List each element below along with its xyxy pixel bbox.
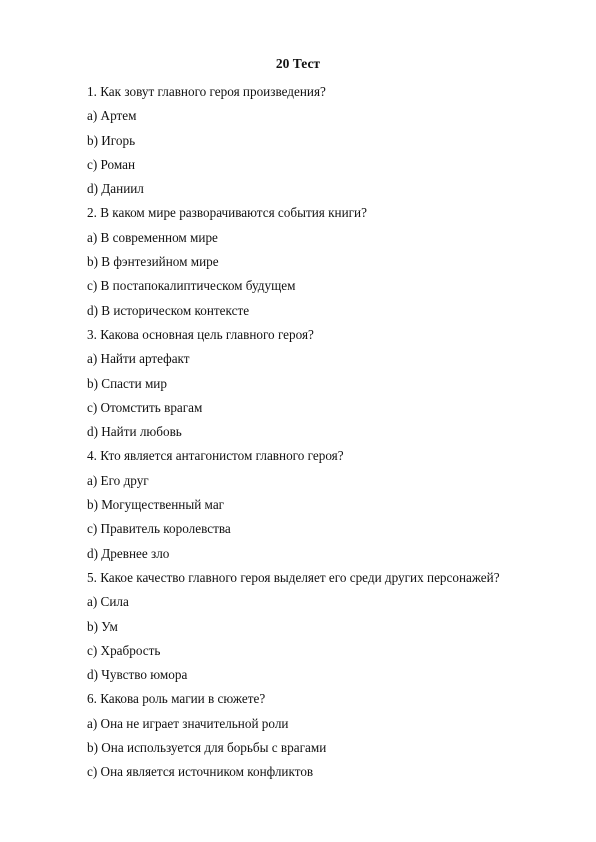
question-text: 6. Какова роль магии в сюжете? bbox=[87, 691, 266, 707]
question-text: 3. Какова основная цель главного героя? bbox=[87, 326, 314, 342]
question-text: 1. Как зовут главного героя произведения? bbox=[87, 84, 326, 99]
answer-option: c) В постапокалиптическом будущем bbox=[87, 278, 296, 294]
answer-option: a) Найти артефакт bbox=[87, 351, 190, 367]
answer-option: d) Чувство юмора bbox=[87, 667, 188, 683]
answer-option: a) Артем bbox=[87, 108, 137, 124]
answer-option: b) Спасти мир bbox=[87, 375, 167, 391]
question-text: 4. Кто является антагонистом главного героя? bbox=[87, 448, 344, 464]
answer-option: a) Она не играет значительной роли bbox=[87, 715, 289, 731]
answer-option: c) Правитель королевства bbox=[87, 521, 231, 537]
answer-option: b) Она используется для борьбы с врагами bbox=[87, 740, 327, 756]
answer-option: d) Найти любовь bbox=[87, 424, 182, 440]
answer-option: a) Сила bbox=[87, 594, 129, 610]
answer-option: a) В современном мире bbox=[87, 229, 218, 245]
answer-option: d) В историческом контексте bbox=[87, 302, 250, 318]
answer-option: d) Древнее зло bbox=[87, 545, 170, 561]
answer-option: c) Она является источником конфликтов bbox=[87, 764, 314, 780]
answer-option: b) В фэнтезийном мире bbox=[87, 254, 219, 270]
answer-option: b) Могущественный маг bbox=[87, 497, 225, 513]
question-text: 2. В каком мире разворачиваются события книги? bbox=[87, 205, 367, 221]
question-list bbox=[87, 80, 587, 785]
answer-option: c) Храбрость bbox=[87, 642, 161, 658]
answer-option: c) Роман bbox=[87, 156, 136, 172]
page-title: 20 Тест bbox=[275, 56, 321, 71]
answer-option: a) Его друг bbox=[87, 472, 149, 488]
answer-option: b) Игорь bbox=[87, 132, 136, 148]
answer-option: d) Даниил bbox=[87, 181, 144, 197]
answer-option: c) Отомстить врагам bbox=[87, 399, 203, 415]
answer-option: b) Ум bbox=[87, 618, 118, 634]
question-text: 5. Какое качество главного героя выделяет его среди других персонажей? bbox=[87, 569, 500, 585]
